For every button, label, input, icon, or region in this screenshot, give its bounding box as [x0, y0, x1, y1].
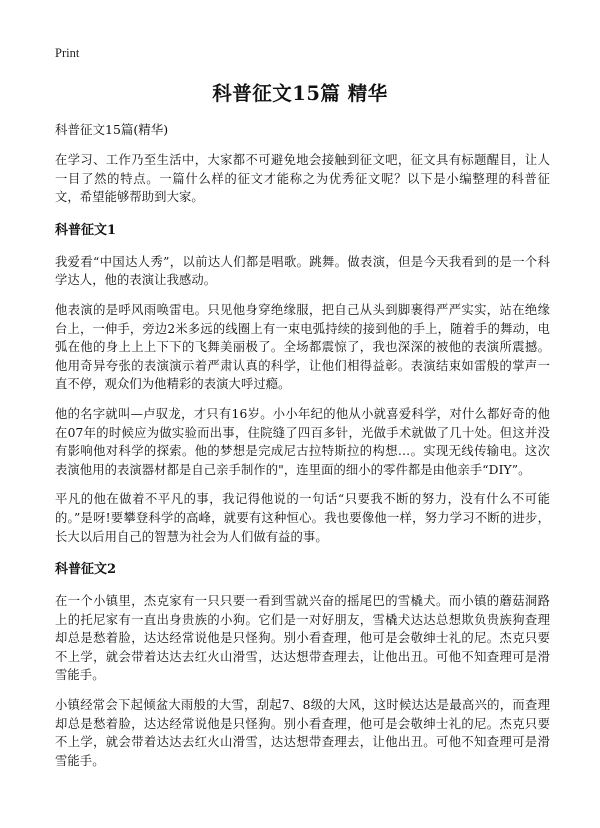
article-subtitle: 科普征文15篇(精华) — [55, 122, 169, 137]
intro-paragraph: 在学习、工作乃至生活中，大家都不可避免地会接触到征文吧，征文具有标题醒目，让人一目了然的特点。一篇什么样的征文才能称之为优秀征文呢？以下是小编整理的科普征文，希望能够帮助到大家。 — [55, 153, 550, 205]
section-1-paragraph-3: 他的名字就叫—卢驭龙，才只有16岁。小小年纪的他从小就喜爱科学，对什么都好奇的他在07年的时候应为做实验而出事，住院缝了四百多针，光做手术就做了几十处。但这并没有影响他对科学的探索。他的梦想是完成尼古拉特斯拉的构想…。实现无线传输电。这次表演他用的表演器材都是自己亲手制作的"，连里面的细小的零件都是由他亲手“DIY”。 — [55, 406, 550, 477]
section-2-paragraph-2: 小镇经常会下起倾盆大雨般的大雪，刮起7、8级的大风，这时候达达是最高兴的，而查理却总是愁着脸，达达经常说他是只怪狗。别小看查理，他可是会敬绅士礼的尼。杰克只要不上学，就会带着达达去红火山滑雪，达达想带查理去，让他出丑。可他不知查理可是滑雪能手。 — [55, 698, 550, 768]
section-1-paragraph-2: 他表演的是呼风雨唤雷电。只见他身穿绝缘服，把自己从头到脚裹得严严实实，站在绝缘台上，一伸手，旁边2米多远的线圈上有一束电弧持续的接到他的手上，随着手的舞动，电弧在他的身上上上下下的飞舞美丽极了。全场都震惊了，我也深深的被他的表演所震撼。他用奇异夸张的表演演示着严肃认真的科学，让他们相得益彰。表演结束如雷般的掌声一直不停，观众们为他精彩的表演大呼过瘾。 — [55, 302, 550, 392]
section-heading-1: 科普征文1 — [55, 222, 117, 238]
print-link[interactable]: Print — [55, 46, 80, 60]
section-heading-2: 科普征文2 — [55, 562, 117, 578]
section-1-paragraph-4: 平凡的他在做着不平凡的事，我记得他说的一句话“只要我不断的努力，没有什么不可能的。”是呀!要攀登科学的高峰，就要有这种恒心。我也要像他一样，努力学习不断的进步，长大以后用自己的智慧为社会为人们做有益的事。 — [55, 492, 550, 544]
section-1-paragraph-1: 我爱看“中国达人秀”，以前达人们都是唱歌。跳舞。做表演，但是今天我看到的是一个科学达人，他的表演让我感动。 — [55, 254, 550, 288]
section-2-paragraph-1: 在一个小镇里，杰克家有一只只要一看到雪就兴奋的摇尾巴的雪橇犬。而小镇的蘑菇洞路上的托尼家有一直出身贵族的小狗。它们是一对好朋友，雪橇犬达达总想欺负贵族狗查理却总是愁着脸，达达经常说他是只怪狗。别小看查理，他可是会敬绅士礼的尼。杰克只要不上学，就会带着达达去红火山滑雪，达达想带查理去，让他出丑。可他不知查理可是滑雪能手。 — [55, 594, 550, 683]
page-title: 科普征文15篇 精华 — [212, 82, 388, 105]
article-body — [55, 121, 550, 781]
